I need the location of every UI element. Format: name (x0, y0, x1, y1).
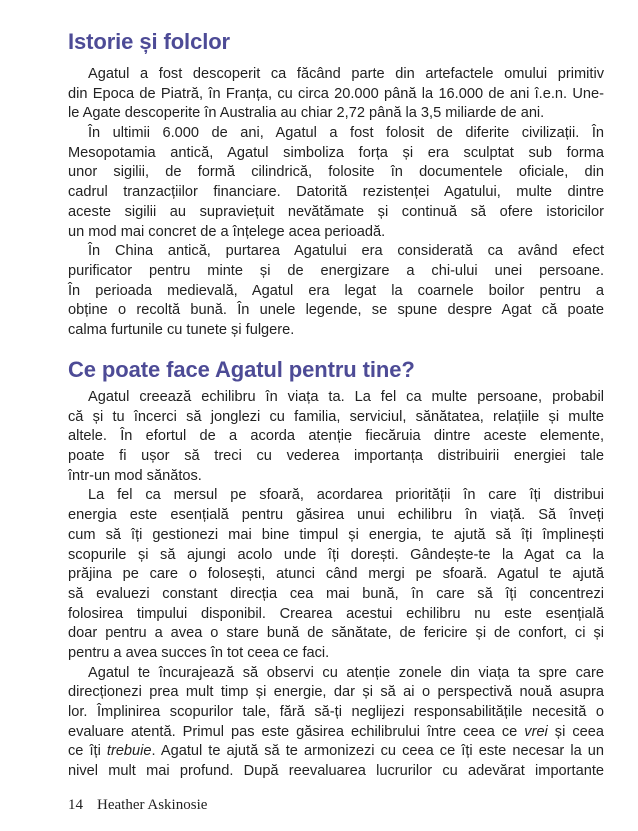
section-body-history-folklore (68, 65, 604, 341)
section-body-what-agate-does (68, 388, 604, 782)
text-line: nivel mult mai profund. După reevaluarea lucrurilor cu adevărat importante (68, 763, 604, 780)
text-line: calma furtunile cu tunete și fulgere. (68, 321, 295, 338)
text-line: un mod mai concret de a înțelege acea perioadă. (68, 223, 386, 240)
text-line: cadrul tranzacțiilor financiare. Datorită rezistenței Agatului, multe dintre (68, 184, 604, 201)
section-heading-history-folklore: Istorie și folclor (68, 29, 231, 54)
text-line: scopurile și să ajungi acolo unde îți dorești. Gândește-te la Agat ca la (68, 546, 604, 563)
paragraph (68, 486, 604, 663)
text-line: le Agate descoperite în Australia au chiar 2,72 până la 3,5 miliarde de ani. (68, 105, 545, 122)
text-line: altele. În efortul de a acorda atenție fiecăruia dintre aceste elemente, (68, 428, 604, 445)
italic-text: trebuie (106, 743, 152, 760)
text-line: doar pentru a avea o stare bună de sănătate, de fericire și de confort, ci și (68, 625, 604, 642)
text-line (68, 742, 604, 762)
text-line: În China antică, purtarea Agatului era considerată ca având efect (88, 243, 604, 260)
text-line: energia este esențială pentru găsirea unui echilibru în viață. Să înveți (68, 507, 604, 524)
text-line: Mesopotamia antică, Agatul simboliza forța și era sculptat sub forma (68, 144, 604, 161)
text-segment: și ceea (547, 723, 605, 740)
text-line: unor sigilii, de formă cilindrică, folosite în documentele oficiale, din (68, 164, 604, 181)
text-line (68, 723, 604, 743)
text-line: În ultimii 6.000 de ani, Agatul a fost folosit de diferite civilizații. În (88, 125, 604, 142)
text-line: folosirea timpului disponibil. Crearea acestui echilibru nu este esențială (68, 605, 604, 622)
paragraph (68, 65, 604, 124)
author-name: Heather Askinosie (97, 797, 208, 813)
text-line: lor. Împlinirea scopurilor tale, fără să-ți neglijezi responsabilitățile necesită o (68, 704, 604, 720)
text-line: poate fi ușor să treci cu vederea importanța distribuirii energiei tale (68, 448, 604, 465)
text-segment: . Agatul te ajută să te armonizezi cu ceea ce îți este necesar la un (151, 743, 604, 760)
text-line: Agatul a fost descoperit ca făcând parte din artefactele omului primitiv (88, 66, 604, 82)
text-line: că și tu încerci să jonglezi cu familia, serviciul, sănătatea, relațiile și multe (68, 408, 604, 425)
text-line: La fel ca mersul pe sfoară, acordarea priorității în care îți distribui (88, 487, 604, 504)
paragraph (68, 388, 604, 486)
text-line: să evaluezi constant direcția cea mai bună, în care să îți concentrezi (68, 585, 604, 602)
page-footer (68, 797, 207, 814)
text-line: Agatul creează echilibru în viața ta. La fel ca multe persoane, probabil (88, 389, 604, 405)
text-line: obține o recoltă bună. În unele legende, se spune despre Agat că poate (68, 302, 604, 319)
paragraph (68, 664, 604, 782)
text-line: din Epoca de Piatră, în Franța, cu circa 20.000 până la 16.000 de ani î.e.n. Une- (68, 85, 604, 102)
text-line: purificator pentru minte și de energizare a chi-ului unei persoane. (68, 262, 604, 279)
text-line: Agatul te încurajează să observi cu atenție zonele din viața ta spre care (88, 664, 604, 681)
paragraph (68, 124, 604, 242)
text-line: prăjina pe care o folosești, atunci când mergi pe sfoară. Agatul te ajută (68, 566, 604, 583)
paragraph (68, 242, 604, 340)
text-line: cum să îți gestionezi mai bine timpul și energia, te ajută să îți împlinești (68, 526, 604, 543)
page-number: 14 (68, 797, 83, 813)
italic-text: vrei (524, 723, 548, 740)
section-heading-what-agate-does: Ce poate face Agatul pentru tine? (68, 357, 415, 382)
text-line: aceste sigilii au supraviețuit nevătămate și continuă să ofere istoricilor (68, 203, 604, 220)
text-line: într-un mod sănătos. (68, 467, 202, 484)
text-segment: ce îți (68, 743, 107, 760)
text-line: pentru a avea succes în tot ceea ce faci. (68, 644, 330, 661)
text-segment: evaluare atentă. Primul pas este găsirea echilibrului între ceea ce (68, 723, 525, 740)
text-line: În perioada medievală, Agatul era legat la coarnele boilor pentru a (68, 282, 604, 299)
text-line: direcționezi prea mult timp și energie, dar și să ai o perspectivă nouă asupra (68, 684, 604, 701)
